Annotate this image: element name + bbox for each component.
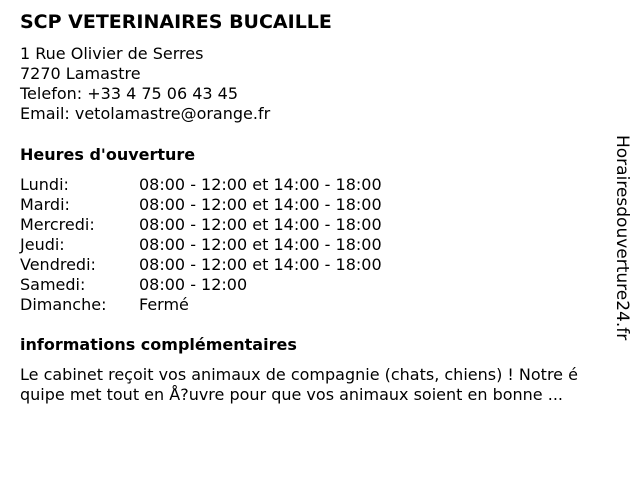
- contact-block: [20, 44, 270, 124]
- address-line-2: 7270 Lamastre: [20, 64, 141, 83]
- day-label: Vendredi:: [20, 255, 96, 274]
- address-line-1: 1 Rue Olivier de Serres: [20, 44, 204, 63]
- day-label: Mardi:: [20, 195, 70, 214]
- time-range: 08:00 - 12:00 et 14:00 - 18:00: [139, 215, 382, 234]
- additional-info-text: [20, 365, 630, 405]
- time-range: 08:00 - 12:00 et 14:00 - 18:00: [139, 235, 382, 254]
- opening-hours-heading: Heures d'ouverture: [20, 145, 196, 164]
- phone-number: Telefon: +33 4 75 06 43 45: [20, 84, 239, 103]
- email-address: Email: vetolamastre@orange.fr: [20, 104, 271, 123]
- site-watermark: Horairesdouverture24.fr: [612, 135, 632, 341]
- time-range: 08:00 - 12:00 et 14:00 - 18:00: [139, 195, 382, 214]
- day-label: Jeudi:: [20, 235, 65, 254]
- day-label: Samedi:: [20, 275, 86, 294]
- day-label: Mercredi:: [20, 215, 95, 234]
- time-range: Fermé: [139, 295, 189, 314]
- time-range: 08:00 - 12:00 et 14:00 - 18:00: [139, 175, 382, 194]
- day-label: Dimanche:: [20, 295, 107, 314]
- description-line-1: Le cabinet reçoit vos animaux de compagnie (chats, chiens) ! Notre é: [20, 365, 578, 384]
- time-range: 08:00 - 12:00: [139, 275, 248, 294]
- day-label: Lundi:: [20, 175, 69, 194]
- business-name: SCP VETERINAIRES BUCAILLE: [20, 11, 332, 33]
- time-range: 08:00 - 12:00 et 14:00 - 18:00: [139, 255, 382, 274]
- additional-info-heading: informations complémentaires: [20, 335, 297, 354]
- description-line-2: quipe met tout en Å?uvre pour que vos animaux soient en bonne ...: [20, 385, 563, 404]
